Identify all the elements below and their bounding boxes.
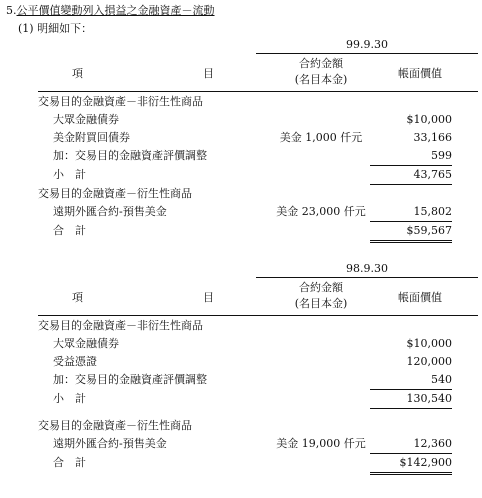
total-double-underline-2 — [370, 474, 452, 475]
row-label: 交易目的金融資產－衍生性商品 — [38, 419, 192, 432]
subtotal-underline — [370, 408, 452, 409]
column-header-item-left: 項 — [72, 67, 83, 80]
table-row — [0, 166, 482, 184]
column-header-item-right: 目 — [203, 67, 214, 80]
column-header-book-value: 帳面價值 — [398, 291, 442, 304]
row-value: 12,360 — [413, 437, 452, 450]
row-value: $59,567 — [406, 224, 452, 237]
total-double-underline-1 — [370, 472, 452, 473]
row-value: $142,900 — [399, 456, 452, 469]
row-contract: 美金 1,000 仟元 — [279, 131, 363, 144]
row-label: 加：交易目的金融資產評價調整 — [53, 373, 207, 386]
row-label: 大眾金融債券 — [53, 113, 119, 126]
section-title: 公平價值變動列入損益之金融資產－流動 — [16, 4, 215, 17]
table-row — [0, 390, 482, 408]
table-date: 99.9.30 — [346, 38, 388, 51]
table-row — [0, 222, 482, 240]
date-underline — [256, 277, 478, 278]
table-row — [0, 147, 482, 165]
column-header-contract-line2: (名目本金) — [294, 297, 348, 310]
row-label: 交易目的金融資產－非衍生性商品 — [38, 95, 203, 108]
row-value: 33,166 — [413, 131, 452, 144]
section-heading — [6, 4, 215, 18]
row-label: 合 計 — [53, 224, 86, 237]
table-row — [0, 317, 482, 335]
column-header-contract-line1: 合約金額 — [299, 57, 343, 70]
row-value: 15,802 — [413, 205, 452, 218]
row-value: 130,540 — [406, 392, 452, 405]
column-header-item-left: 項 — [72, 291, 83, 304]
header-rule — [38, 91, 478, 92]
row-label: 合 計 — [53, 456, 86, 469]
section-number: 5. — [6, 4, 17, 17]
total-double-underline-1 — [370, 240, 452, 241]
table-row — [0, 353, 482, 371]
row-value: 43,765 — [413, 168, 452, 181]
table-row — [0, 93, 482, 111]
table-date: 98.9.30 — [346, 262, 388, 275]
table-row — [0, 111, 482, 129]
row-label: 受益憑證 — [53, 355, 97, 368]
row-value: 540 — [431, 373, 452, 386]
row-contract: 美金 19,000 仟元 — [276, 437, 366, 450]
row-contract: 美金 23,000 仟元 — [276, 205, 366, 218]
column-header-item-right: 目 — [203, 291, 214, 304]
table-row — [0, 185, 482, 203]
subheading: (1) 明細如下： — [18, 22, 93, 35]
column-header-contract-line2: (名目本金) — [294, 73, 348, 86]
table-row — [0, 454, 482, 472]
row-value: 120,000 — [406, 355, 452, 368]
header-rule — [38, 315, 478, 316]
row-label: 美金附買回債券 — [53, 131, 130, 144]
row-label: 交易目的金融資產－衍生性商品 — [38, 187, 192, 200]
total-double-underline-2 — [370, 242, 452, 243]
table-row — [0, 371, 482, 389]
row-label: 小 計 — [53, 392, 86, 405]
row-value: $10,000 — [406, 113, 452, 126]
table-row — [0, 417, 482, 435]
column-header-book-value: 帳面價值 — [398, 67, 442, 80]
row-value: 599 — [431, 149, 452, 162]
date-underline — [256, 53, 478, 54]
row-label: 小 計 — [53, 168, 86, 181]
row-label: 遠期外匯合約-預售美金 — [53, 437, 167, 450]
row-label: 大眾金融債券 — [53, 337, 119, 350]
table-row — [0, 435, 482, 453]
table-row — [0, 335, 482, 353]
row-label: 加：交易目的金融資產評價調整 — [53, 149, 207, 162]
table-row — [0, 129, 482, 147]
table-row — [0, 203, 482, 221]
row-value: $10,000 — [406, 337, 452, 350]
column-header-contract-line1: 合約金額 — [299, 281, 343, 294]
row-label: 遠期外匯合約-預售美金 — [53, 205, 167, 218]
row-label: 交易目的金融資產－非衍生性商品 — [38, 319, 203, 332]
